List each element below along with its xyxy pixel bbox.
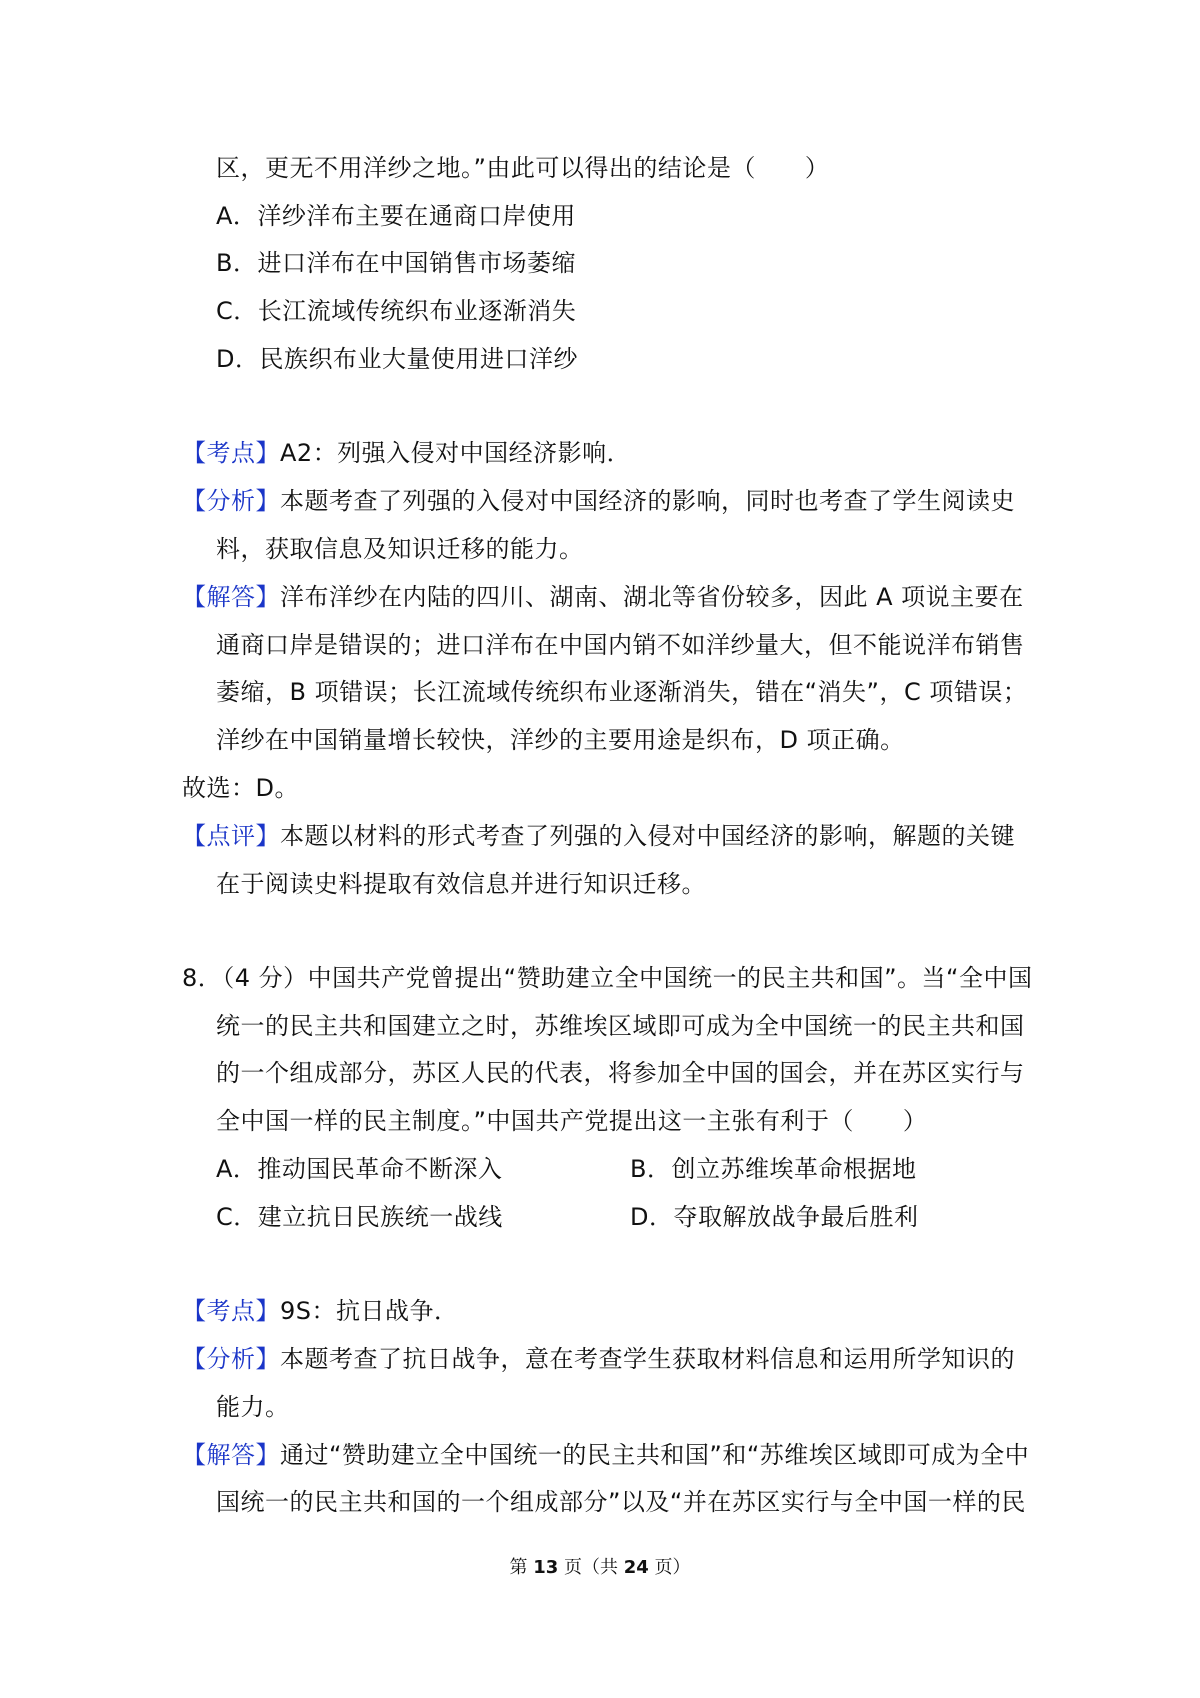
a7-fenxi-line-2: 料，获取信息及知识迁移的能力。 bbox=[216, 535, 584, 563]
a8-fenxi-line-2: 能力。 bbox=[216, 1393, 290, 1421]
q8-stem-line-4: 全中国一样的民主制度。”中国共产党提出这一主张有利于（ ） bbox=[216, 1107, 928, 1135]
jieda-tag: 【解答】 bbox=[182, 1441, 280, 1469]
page-footer: 第 13 页（共 24 页） bbox=[509, 1557, 691, 1578]
page-number: 13 bbox=[533, 1557, 559, 1578]
kaodian-tag: 【考点】 bbox=[182, 1297, 280, 1325]
q7-option-b: B．进口洋布在中国销售市场萎缩 bbox=[216, 249, 576, 277]
page-total: 24 bbox=[623, 1557, 649, 1578]
a7-jieda-line-2: 通商口岸是错误的；进口洋布在中国内销不如洋纱量大，但不能说洋布销售 bbox=[216, 631, 1025, 659]
a7-jieda-line-4: 洋纱在中国销量增长较快，洋纱的主要用途是织布，D 项正确。 bbox=[216, 726, 905, 754]
q7-stem-end: 区，更无不用洋纱之地。”由此可以得出的结论是（ ） bbox=[216, 154, 830, 182]
q8-option-b: B．创立苏维埃革命根据地 bbox=[630, 1155, 917, 1183]
a7-kaodian: 【考点】A2：列强入侵对中国经济影响． bbox=[182, 439, 632, 467]
q7-option-c: C．长江流域传统织布业逐渐消失 bbox=[216, 297, 577, 325]
fenxi-tag: 【分析】 bbox=[182, 1345, 280, 1373]
q8-stem-line-1: 8．（4 分）中国共产党曾提出“赞助建立全中国统一的民主共和国”。当“全中国 bbox=[182, 964, 1033, 992]
kaodian-tag: 【考点】 bbox=[182, 439, 280, 467]
fenxi-tag: 【分析】 bbox=[182, 487, 280, 515]
a8-kaodian: 【考点】9S：抗日战争． bbox=[182, 1297, 459, 1325]
a7-jieda-line-1: 【解答】洋布洋纱在内陆的四川、湖南、湖北等省份较多，因此 A 项说主要在 bbox=[182, 583, 1024, 611]
dianping-tag: 【点评】 bbox=[182, 822, 280, 850]
q7-option-a: A．洋纱洋布主要在通商口岸使用 bbox=[216, 202, 576, 230]
q8-stem-line-2: 统一的民主共和国建立之时，苏维埃区域即可成为全中国统一的民主共和国 bbox=[216, 1012, 1025, 1040]
q8-stem-line-3: 的一个组成部分，苏区人民的代表，将参加全中国的国会，并在苏区实行与 bbox=[216, 1059, 1025, 1087]
a8-jieda-line-1: 【解答】通过“赞助建立全中国统一的民主共和国”和“苏维埃区域即可成为全中 bbox=[182, 1441, 1030, 1469]
q8-option-d: D．夺取解放战争最后胜利 bbox=[630, 1203, 919, 1231]
a7-dianping-line-2: 在于阅读史料提取有效信息并进行知识迁移。 bbox=[216, 870, 706, 898]
a7-dianping-line-1: 【点评】本题以材料的形式考查了列强的入侵对中国经济的影响，解题的关键 bbox=[182, 822, 1015, 850]
a7-guxuan: 故选：D。 bbox=[182, 774, 299, 802]
a8-jieda-line-2: 国统一的民主共和国的一个组成部分”以及“并在苏区实行与全中国一样的民 bbox=[216, 1488, 1026, 1516]
a8-fenxi-line-1: 【分析】本题考查了抗日战争，意在考查学生获取材料信息和运用所学知识的 bbox=[182, 1345, 1015, 1373]
jieda-tag: 【解答】 bbox=[182, 583, 280, 611]
a7-jieda-line-3: 萎缩，B 项错误；长江流域传统织布业逐渐消失，错在“消失”，C 项错误； bbox=[216, 678, 1028, 706]
a7-fenxi-line-1: 【分析】本题考查了列强的入侵对中国经济的影响，同时也考查了学生阅读史 bbox=[182, 487, 1015, 515]
q8-option-a: A．推动国民革命不断深入 bbox=[216, 1155, 503, 1183]
q8-option-c: C．建立抗日民族统一战线 bbox=[216, 1203, 503, 1231]
q7-option-d: D．民族织布业大量使用进口洋纱 bbox=[216, 345, 578, 373]
